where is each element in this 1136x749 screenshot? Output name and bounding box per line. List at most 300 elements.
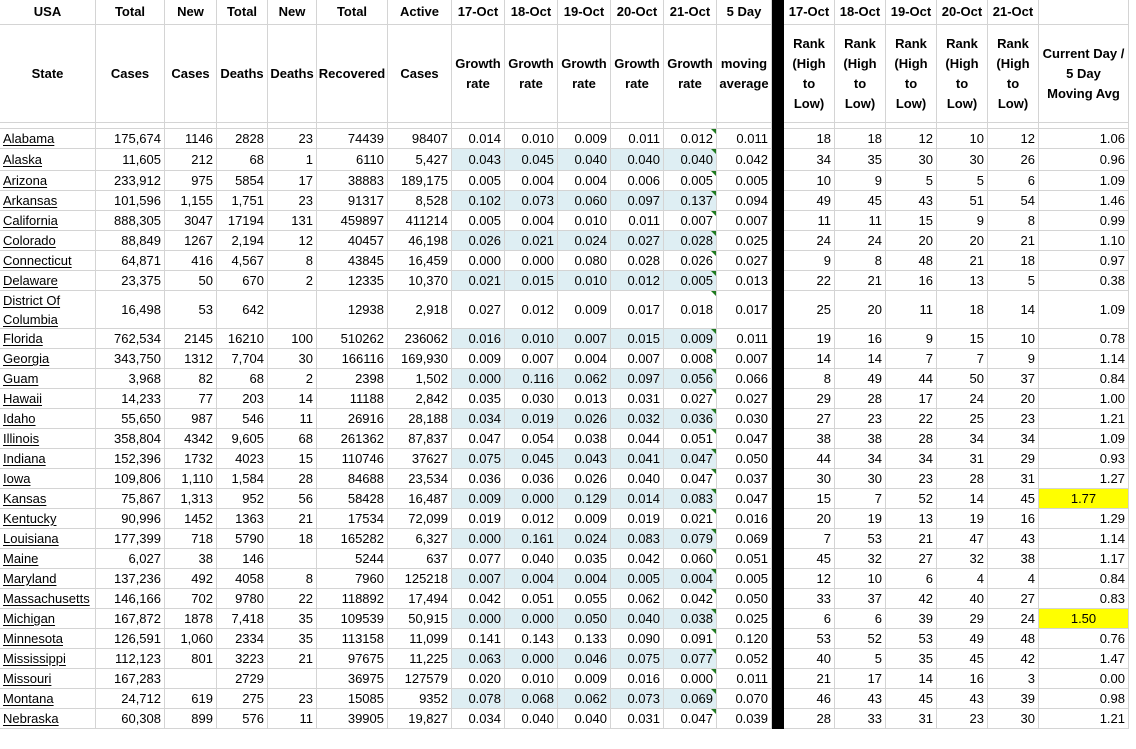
ratio-cell[interactable]: 1.21 [1039, 709, 1129, 729]
state-link[interactable]: Delaware [0, 271, 96, 291]
table-cell[interactable]: 0.042 [452, 589, 505, 609]
table-cell[interactable]: 0.079 [664, 529, 717, 549]
table-cell[interactable]: 0.016 [717, 509, 772, 529]
table-cell[interactable]: 0.027 [717, 389, 772, 409]
table-cell[interactable]: 97675 [317, 649, 388, 669]
state-link[interactable]: Kansas [0, 489, 96, 509]
table-cell[interactable]: 0.035 [558, 549, 611, 569]
header-top-cell[interactable]: 21-Oct [988, 0, 1039, 25]
state-link[interactable]: Montana [0, 689, 96, 709]
table-cell[interactable]: 0.097 [611, 369, 664, 389]
table-cell[interactable]: 0.047 [664, 469, 717, 489]
table-cell[interactable]: 52 [835, 629, 886, 649]
ratio-cell[interactable]: 1.50 [1039, 609, 1129, 629]
table-cell[interactable]: 24 [937, 389, 988, 409]
table-cell[interactable]: 4058 [217, 569, 268, 589]
table-cell[interactable]: 261362 [317, 429, 388, 449]
table-cell[interactable]: 23,375 [96, 271, 165, 291]
table-cell[interactable]: 38 [988, 549, 1039, 569]
header-label-cell[interactable]: Cases [96, 25, 165, 123]
table-cell[interactable]: 30 [784, 469, 835, 489]
table-cell[interactable]: 1,584 [217, 469, 268, 489]
state-link[interactable]: Illinois [0, 429, 96, 449]
header-label-cell[interactable]: Deaths [217, 25, 268, 123]
table-cell[interactable]: 12 [988, 129, 1039, 149]
table-cell[interactable]: 0.015 [505, 271, 558, 291]
table-cell[interactable]: 87,837 [388, 429, 452, 449]
table-cell[interactable]: 0.141 [452, 629, 505, 649]
table-cell[interactable]: 0.010 [558, 271, 611, 291]
table-cell[interactable]: 43 [886, 191, 937, 211]
ratio-cell[interactable]: 1.17 [1039, 549, 1129, 569]
table-cell[interactable]: 0.040 [611, 149, 664, 171]
table-cell[interactable]: 110746 [317, 449, 388, 469]
table-cell[interactable]: 48 [886, 251, 937, 271]
table-cell[interactable]: 0.060 [558, 191, 611, 211]
table-cell[interactable]: 100 [268, 329, 317, 349]
table-cell[interactable]: 0.000 [452, 369, 505, 389]
table-cell[interactable]: 888,305 [96, 211, 165, 231]
table-cell[interactable]: 23,534 [388, 469, 452, 489]
table-cell[interactable]: 9780 [217, 589, 268, 609]
table-cell[interactable]: 0.043 [558, 449, 611, 469]
table-cell[interactable]: 2828 [217, 129, 268, 149]
header-label-cell[interactable]: Growth rate [558, 25, 611, 123]
table-cell[interactable]: 9 [835, 171, 886, 191]
table-cell[interactable]: 24,712 [96, 689, 165, 709]
table-cell[interactable]: 0.019 [611, 509, 664, 529]
table-cell[interactable]: 21 [835, 271, 886, 291]
table-cell[interactable]: 12938 [317, 291, 388, 329]
table-cell[interactable]: 40 [784, 649, 835, 669]
table-cell[interactable]: 31 [988, 469, 1039, 489]
table-cell[interactable]: 0.031 [611, 709, 664, 729]
table-cell[interactable]: 16210 [217, 329, 268, 349]
table-cell[interactable]: 1,155 [165, 191, 217, 211]
ratio-cell[interactable]: 0.38 [1039, 271, 1129, 291]
table-cell[interactable]: 358,804 [96, 429, 165, 449]
state-link[interactable]: Florida [0, 329, 96, 349]
table-cell[interactable]: 23 [835, 409, 886, 429]
table-cell[interactable]: 2 [268, 271, 317, 291]
table-cell[interactable]: 0.055 [558, 589, 611, 609]
table-cell[interactable]: 0.047 [717, 429, 772, 449]
table-cell[interactable]: 0.000 [664, 669, 717, 689]
ratio-cell[interactable]: 0.76 [1039, 629, 1129, 649]
table-cell[interactable]: 642 [217, 291, 268, 329]
table-cell[interactable]: 510262 [317, 329, 388, 349]
table-cell[interactable]: 0.005 [452, 211, 505, 231]
table-cell[interactable]: 46,198 [388, 231, 452, 251]
state-link[interactable]: Hawaii [0, 389, 96, 409]
table-cell[interactable]: 0.012 [664, 129, 717, 149]
table-cell[interactable]: 1146 [165, 129, 217, 149]
table-cell[interactable]: 2729 [217, 669, 268, 689]
header-label-cell[interactable]: Current Day / 5 Day Moving Avg [1039, 25, 1129, 123]
table-cell[interactable]: 9352 [388, 689, 452, 709]
table-cell[interactable]: 82 [165, 369, 217, 389]
table-cell[interactable]: 0.060 [664, 549, 717, 569]
table-cell[interactable]: 233,912 [96, 171, 165, 191]
table-cell[interactable]: 0.009 [664, 329, 717, 349]
table-cell[interactable]: 0.017 [611, 291, 664, 329]
table-cell[interactable]: 0.010 [558, 211, 611, 231]
table-cell[interactable]: 10 [937, 129, 988, 149]
table-cell[interactable]: 45 [835, 191, 886, 211]
ratio-cell[interactable]: 1.14 [1039, 349, 1129, 369]
table-cell[interactable]: 0.000 [452, 251, 505, 271]
table-cell[interactable]: 0.068 [505, 689, 558, 709]
table-cell[interactable]: 0.083 [611, 529, 664, 549]
table-cell[interactable]: 20 [835, 291, 886, 329]
ratio-cell[interactable]: 1.14 [1039, 529, 1129, 549]
table-cell[interactable]: 42 [886, 589, 937, 609]
header-label-cell[interactable]: Recovered [317, 25, 388, 123]
table-cell[interactable]: 1363 [217, 509, 268, 529]
table-cell[interactable]: 5,427 [388, 149, 452, 171]
header-label-cell[interactable]: Growth rate [611, 25, 664, 123]
table-cell[interactable]: 40 [937, 589, 988, 609]
table-cell[interactable]: 2,842 [388, 389, 452, 409]
table-cell[interactable]: 52 [886, 489, 937, 509]
table-cell[interactable]: 0.143 [505, 629, 558, 649]
table-cell[interactable]: 58428 [317, 489, 388, 509]
ratio-cell[interactable]: 0.83 [1039, 589, 1129, 609]
table-cell[interactable]: 670 [217, 271, 268, 291]
table-cell[interactable]: 0.066 [717, 369, 772, 389]
table-cell[interactable]: 34 [988, 429, 1039, 449]
table-cell[interactable]: 13 [886, 509, 937, 529]
ratio-cell[interactable]: 0.96 [1039, 149, 1129, 171]
table-cell[interactable]: 84688 [317, 469, 388, 489]
table-cell[interactable]: 177,399 [96, 529, 165, 549]
table-cell[interactable]: 0.007 [452, 569, 505, 589]
ratio-cell[interactable]: 1.09 [1039, 171, 1129, 191]
table-cell[interactable]: 16 [988, 509, 1039, 529]
ratio-cell[interactable]: 1.09 [1039, 291, 1129, 329]
table-cell[interactable]: 9,605 [217, 429, 268, 449]
table-cell[interactable]: 0.000 [505, 489, 558, 509]
state-link[interactable]: Massachusetts [0, 589, 96, 609]
table-cell[interactable]: 0.032 [611, 409, 664, 429]
table-cell[interactable]: 0.027 [452, 291, 505, 329]
table-cell[interactable]: 0.005 [717, 171, 772, 191]
table-cell[interactable]: 137,236 [96, 569, 165, 589]
table-cell[interactable]: 0.031 [611, 389, 664, 409]
table-cell[interactable]: 0.116 [505, 369, 558, 389]
ratio-cell[interactable]: 1.21 [1039, 409, 1129, 429]
table-cell[interactable]: 1,060 [165, 629, 217, 649]
table-cell[interactable]: 0.009 [558, 129, 611, 149]
table-cell[interactable]: 1732 [165, 449, 217, 469]
table-cell[interactable]: 37 [835, 589, 886, 609]
table-cell[interactable]: 125218 [388, 569, 452, 589]
table-cell[interactable]: 1,313 [165, 489, 217, 509]
table-cell[interactable]: 0.042 [611, 549, 664, 569]
table-cell[interactable]: 20 [886, 231, 937, 251]
table-cell[interactable]: 1878 [165, 609, 217, 629]
table-cell[interactable]: 0.083 [664, 489, 717, 509]
table-cell[interactable]: 0.040 [558, 149, 611, 171]
table-cell[interactable]: 7 [937, 349, 988, 369]
table-cell[interactable]: 15 [784, 489, 835, 509]
table-cell[interactable]: 21 [268, 509, 317, 529]
table-cell[interactable]: 55,650 [96, 409, 165, 429]
table-cell[interactable]: 29 [988, 449, 1039, 469]
table-cell[interactable]: 6 [784, 609, 835, 629]
table-cell[interactable]: 0.034 [452, 709, 505, 729]
table-cell[interactable]: 19 [835, 509, 886, 529]
table-cell[interactable]: 169,930 [388, 349, 452, 369]
table-cell[interactable]: 0.024 [558, 529, 611, 549]
table-cell[interactable]: 167,283 [96, 669, 165, 689]
table-cell[interactable]: 46 [784, 689, 835, 709]
table-cell[interactable]: 0.021 [664, 509, 717, 529]
table-cell[interactable]: 1,751 [217, 191, 268, 211]
table-cell[interactable]: 0.075 [611, 649, 664, 669]
table-cell[interactable]: 0.011 [717, 669, 772, 689]
table-cell[interactable]: 38 [784, 429, 835, 449]
table-cell[interactable]: 25 [937, 409, 988, 429]
table-cell[interactable]: 68 [217, 149, 268, 171]
header-top-cell[interactable]: 20-Oct [937, 0, 988, 25]
table-cell[interactable]: 0.015 [611, 329, 664, 349]
table-cell[interactable]: 45 [886, 689, 937, 709]
table-cell[interactable]: 21 [784, 669, 835, 689]
table-cell[interactable]: 6 [886, 569, 937, 589]
table-cell[interactable]: 72,099 [388, 509, 452, 529]
table-cell[interactable]: 0.129 [558, 489, 611, 509]
table-cell[interactable]: 0.012 [505, 291, 558, 329]
table-cell[interactable]: 30 [988, 709, 1039, 729]
table-cell[interactable]: 11 [835, 211, 886, 231]
header-label-cell[interactable]: Cases [388, 25, 452, 123]
table-cell[interactable]: 44 [886, 369, 937, 389]
table-cell[interactable]: 34 [784, 149, 835, 171]
table-cell[interactable]: 17 [268, 171, 317, 191]
table-cell[interactable]: 33 [784, 589, 835, 609]
ratio-cell[interactable]: 1.00 [1039, 389, 1129, 409]
table-cell[interactable]: 11,605 [96, 149, 165, 171]
table-cell[interactable]: 1452 [165, 509, 217, 529]
table-cell[interactable]: 13 [937, 271, 988, 291]
table-cell[interactable]: 0.021 [452, 271, 505, 291]
table-cell[interactable]: 3047 [165, 211, 217, 231]
table-cell[interactable]: 31 [937, 449, 988, 469]
table-cell[interactable]: 5 [988, 271, 1039, 291]
table-cell[interactable]: 0.026 [558, 409, 611, 429]
header-label-cell[interactable]: moving average [717, 25, 772, 123]
table-cell[interactable]: 0.009 [558, 509, 611, 529]
table-cell[interactable]: 17534 [317, 509, 388, 529]
table-cell[interactable]: 118892 [317, 589, 388, 609]
ratio-cell[interactable]: 0.97 [1039, 251, 1129, 271]
table-cell[interactable]: 0.036 [664, 409, 717, 429]
table-cell[interactable]: 4 [937, 569, 988, 589]
table-cell[interactable]: 0.036 [505, 469, 558, 489]
table-cell[interactable]: 0.050 [717, 589, 772, 609]
ratio-cell[interactable]: 0.78 [1039, 329, 1129, 349]
table-cell[interactable]: 0.017 [717, 291, 772, 329]
state-link[interactable]: Alabama [0, 129, 96, 149]
table-cell[interactable]: 90,996 [96, 509, 165, 529]
table-cell[interactable]: 28 [268, 469, 317, 489]
table-cell[interactable]: 0.000 [505, 649, 558, 669]
table-cell[interactable]: 10,370 [388, 271, 452, 291]
table-cell[interactable]: 30 [937, 149, 988, 171]
table-cell[interactable]: 0.040 [664, 149, 717, 171]
table-cell[interactable]: 0.069 [717, 529, 772, 549]
table-cell[interactable]: 0.007 [717, 211, 772, 231]
table-cell[interactable]: 0.026 [664, 251, 717, 271]
table-cell[interactable]: 2,918 [388, 291, 452, 329]
table-cell[interactable]: 42 [988, 649, 1039, 669]
table-cell[interactable]: 23 [268, 129, 317, 149]
table-cell[interactable]: 11 [784, 211, 835, 231]
table-cell[interactable]: 0.027 [717, 251, 772, 271]
table-cell[interactable]: 9 [784, 251, 835, 271]
table-cell[interactable]: 0.019 [505, 409, 558, 429]
ratio-cell[interactable]: 0.98 [1039, 689, 1129, 709]
table-cell[interactable]: 0.030 [717, 409, 772, 429]
table-cell[interactable]: 7 [784, 529, 835, 549]
header-label-cell[interactable]: Growth rate [505, 25, 558, 123]
table-cell[interactable]: 146,166 [96, 589, 165, 609]
table-cell[interactable]: 0.000 [505, 251, 558, 271]
ratio-cell[interactable]: 0.99 [1039, 211, 1129, 231]
table-cell[interactable]: 10 [988, 329, 1039, 349]
table-cell[interactable]: 0.004 [558, 349, 611, 369]
table-cell[interactable]: 44 [784, 449, 835, 469]
table-cell[interactable]: 0.000 [505, 609, 558, 629]
table-cell[interactable]: 27 [988, 589, 1039, 609]
state-link[interactable]: Colorado [0, 231, 96, 251]
table-cell[interactable]: 0.004 [558, 171, 611, 191]
table-cell[interactable]: 30 [268, 349, 317, 369]
table-cell[interactable]: 0.016 [452, 329, 505, 349]
header-top-cell[interactable]: 21-Oct [664, 0, 717, 25]
table-cell[interactable]: 9 [937, 211, 988, 231]
table-cell[interactable]: 28 [835, 389, 886, 409]
table-cell[interactable]: 17 [886, 389, 937, 409]
table-cell[interactable]: 23 [268, 689, 317, 709]
table-cell[interactable]: 492 [165, 569, 217, 589]
table-cell[interactable]: 19 [784, 329, 835, 349]
table-cell[interactable]: 35 [886, 649, 937, 669]
table-cell[interactable]: 32 [937, 549, 988, 569]
table-cell[interactable]: 0.062 [558, 369, 611, 389]
table-cell[interactable]: 53 [784, 629, 835, 649]
table-cell[interactable]: 17 [835, 669, 886, 689]
table-cell[interactable]: 48 [988, 629, 1039, 649]
table-cell[interactable]: 0.069 [664, 689, 717, 709]
ratio-cell[interactable]: 1.47 [1039, 649, 1129, 669]
table-cell[interactable]: 0.038 [664, 609, 717, 629]
table-cell[interactable]: 0.133 [558, 629, 611, 649]
table-cell[interactable]: 8,528 [388, 191, 452, 211]
table-cell[interactable]: 1,502 [388, 369, 452, 389]
table-cell[interactable]: 0.021 [505, 231, 558, 251]
table-cell[interactable]: 11 [268, 409, 317, 429]
table-cell[interactable]: 0.073 [505, 191, 558, 211]
header-label-cell[interactable]: Rank (High to Low) [784, 25, 835, 123]
table-cell[interactable]: 0.005 [717, 569, 772, 589]
table-cell[interactable]: 4023 [217, 449, 268, 469]
table-cell[interactable]: 5 [835, 649, 886, 669]
table-cell[interactable]: 0.097 [611, 191, 664, 211]
table-cell[interactable]: 126,591 [96, 629, 165, 649]
table-cell[interactable]: 29 [937, 609, 988, 629]
table-cell[interactable]: 3223 [217, 649, 268, 669]
table-cell[interactable]: 0.077 [664, 649, 717, 669]
table-cell[interactable]: 10 [784, 171, 835, 191]
table-cell[interactable]: 702 [165, 589, 217, 609]
table-cell[interactable]: 38 [835, 429, 886, 449]
state-link[interactable]: Alaska [0, 149, 96, 171]
table-cell[interactable]: 28 [886, 429, 937, 449]
table-cell[interactable] [268, 291, 317, 329]
table-cell[interactable]: 7 [835, 489, 886, 509]
table-cell[interactable]: 411214 [388, 211, 452, 231]
table-cell[interactable]: 5 [886, 171, 937, 191]
table-cell[interactable]: 236062 [388, 329, 452, 349]
table-cell[interactable]: 2398 [317, 369, 388, 389]
table-cell[interactable]: 0.007 [664, 211, 717, 231]
table-cell[interactable]: 0.063 [452, 649, 505, 669]
table-cell[interactable]: 0.007 [505, 349, 558, 369]
table-cell[interactable]: 14 [784, 349, 835, 369]
table-cell[interactable]: 27 [784, 409, 835, 429]
table-cell[interactable]: 23 [268, 191, 317, 211]
table-cell[interactable]: 9 [886, 329, 937, 349]
table-cell[interactable]: 762,534 [96, 329, 165, 349]
table-cell[interactable]: 12 [268, 231, 317, 251]
table-cell[interactable]: 18 [268, 529, 317, 549]
state-link[interactable]: Arkansas [0, 191, 96, 211]
table-cell[interactable]: 37627 [388, 449, 452, 469]
table-cell[interactable]: 113158 [317, 629, 388, 649]
table-cell[interactable]: 15085 [317, 689, 388, 709]
table-cell[interactable]: 0.080 [558, 251, 611, 271]
table-cell[interactable]: 0.005 [611, 569, 664, 589]
table-cell[interactable]: 0.009 [452, 489, 505, 509]
table-cell[interactable]: 0.018 [664, 291, 717, 329]
table-cell[interactable]: 21 [937, 251, 988, 271]
table-cell[interactable]: 0.014 [611, 489, 664, 509]
header-top-cell[interactable]: 19-Oct [886, 0, 937, 25]
table-cell[interactable]: 416 [165, 251, 217, 271]
table-cell[interactable]: 10 [835, 569, 886, 589]
table-cell[interactable]: 3 [988, 669, 1039, 689]
table-cell[interactable]: 1 [268, 149, 317, 171]
table-cell[interactable]: 0.000 [452, 529, 505, 549]
table-cell[interactable]: 27 [886, 549, 937, 569]
header-label-cell[interactable]: Growth rate [452, 25, 505, 123]
state-link[interactable]: Nebraska [0, 709, 96, 729]
table-cell[interactable]: 899 [165, 709, 217, 729]
table-cell[interactable]: 0.011 [611, 211, 664, 231]
table-cell[interactable]: 45 [988, 489, 1039, 509]
table-cell[interactable]: 6,327 [388, 529, 452, 549]
table-cell[interactable]: 31 [886, 709, 937, 729]
table-cell[interactable]: 14 [268, 389, 317, 409]
table-cell[interactable]: 459897 [317, 211, 388, 231]
table-cell[interactable]: 24 [835, 231, 886, 251]
table-cell[interactable]: 49 [937, 629, 988, 649]
ratio-cell[interactable]: 1.10 [1039, 231, 1129, 251]
table-cell[interactable]: 43845 [317, 251, 388, 271]
table-cell[interactable]: 75,867 [96, 489, 165, 509]
